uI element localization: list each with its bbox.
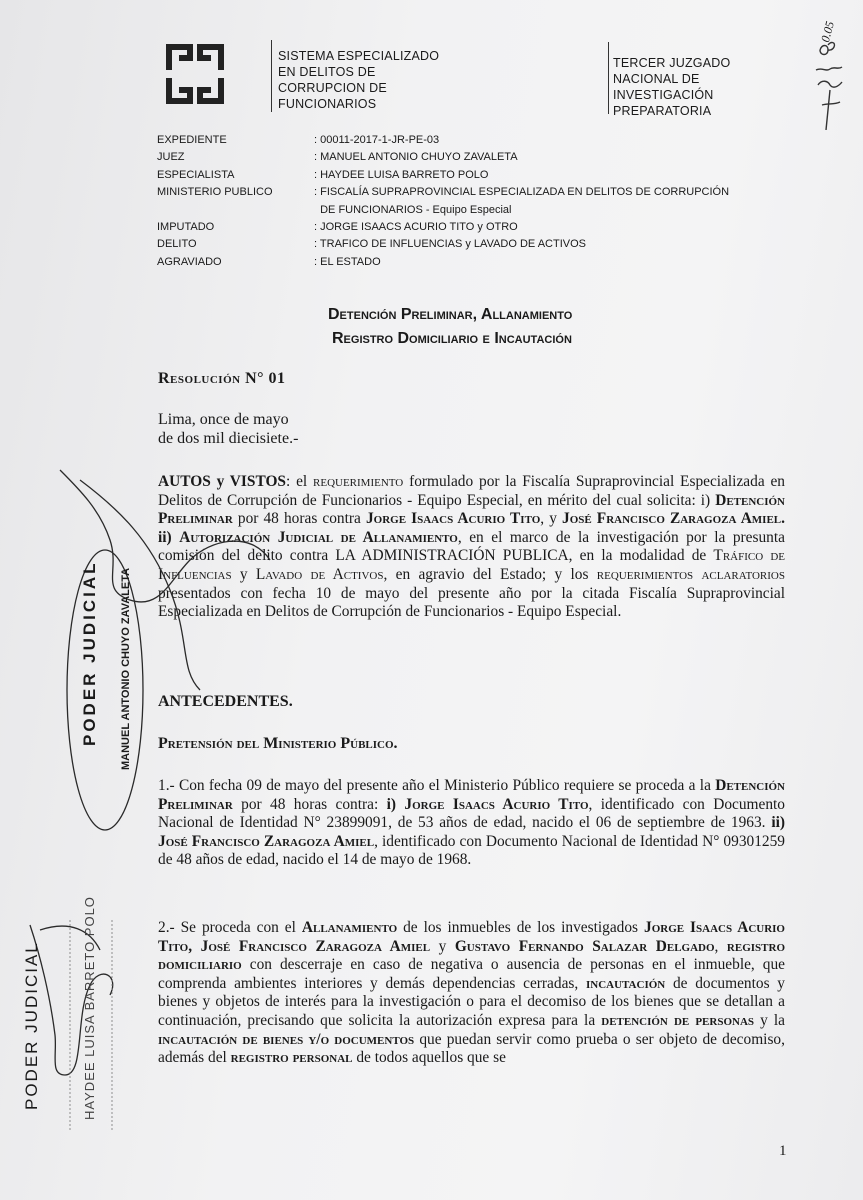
pretension-heading: Pretensión del Ministerio Público. (158, 735, 398, 752)
case-row-especialista: ESPECIALISTA : HAYDEE LUISA BARRETO POLO (157, 168, 489, 181)
header-divider (271, 40, 272, 112)
page-number: 1 (779, 1143, 787, 1159)
case-row-delito: DELITO : TRAFICO DE INFLUENCIAS y LAVADO DE ACTIVOS (157, 238, 586, 251)
handwritten-margin-note (800, 30, 860, 130)
specialist-signature (30, 925, 113, 1075)
header-divider-right (608, 42, 609, 114)
case-info-table (157, 132, 729, 271)
case-row-imputado: IMPUTADO : JORGE ISAACS ACURIO TITO y OTRO (157, 221, 518, 234)
poder-judicial-stamp-2: PODER JUDICIAL (22, 941, 41, 1110)
antecedentes-heading: ANTECEDENTES. (158, 693, 293, 710)
court-name: TERCER JUZGADO NACIONAL DE INVESTIGACIÓN PREPARATORIA (613, 56, 731, 118)
case-row-ministerio-cont: DE FUNCIONARIOS - Equipo Especial (314, 203, 512, 216)
specialist-stamp: HAYDEE LUISA BARRETO POLO (82, 896, 97, 1120)
resolution-number: Resolución N° 01 (158, 370, 286, 387)
case-row-ministerio: MINISTERIO PUBLICO : FISCALÍA SUPRAPROVINCIAL ESPECIALIZADA EN DELITOS DE CORRUPCIÓN (157, 186, 730, 199)
case-row-agraviado: AGRAVIADO : EL ESTADO (157, 255, 381, 268)
case-row-juez: JUEZ : MANUEL ANTONIO CHUYO ZAVALETA (157, 151, 518, 164)
paragraph-1: 1.- Con fecha 09 de mayo del presente año el Ministerio Público requiere se proceda a la Detención Preliminar por 48 horas contra: i) Jorge Isaacs Acurio Tito, identificado con Documento Nacional de Identidad N° 23899091, de 53 años de edad, nacido el 06 de septiembre de 1963. ii) José Francisco Zaragoza Amiel, identificado con Documento Nacional de Identidad N° 09301259 de 48 años de edad, nacido el 14 de mayo de 1968. (158, 777, 786, 869)
case-row-expediente: EXPEDIENTE : 00011-2017-1-JR-PE-03 (157, 134, 440, 146)
paragraph-2: 2.- Se proceda con el Allanamiento de los inmuebles de los investigados Jorge Isaacs Acurio Tito, José Francisco Zaragoza Amiel y Gustavo Fernando Salazar Delgado, registro domiciliario con descerraje en caso de negativa o ausencia de personas en el inmueble, que comprenda ambientes interiores y demás dependencias cerradas, incautación de documentos y bienes y objetos de interés para la investigación o para el decomiso de los bienes que se detallan a continuación, precisando que solicita la autorización expresa para la detención de personas y la incautación de bienes y/o documentos que puedan servir como prueba o ser objeto de decomiso, además del registro personal de todos aquellos que se (158, 919, 786, 1067)
judge-stamp: MANUEL ANTONIO CHUYO ZAVALETA (120, 567, 132, 770)
poder-judicial-stamp: PODER JUDICIAL (80, 560, 99, 746)
date-line: Lima, once de mayo de dos mil diecisiete.- (158, 411, 299, 447)
document-title: Detención Preliminar, Allanamiento Registro Domiciliario e Incautación (328, 306, 573, 347)
institution-name: SISTEMA ESPECIALIZADO EN DELITOS DE CORRUPCION DE FUNCIONARIOS (278, 49, 440, 111)
autos-paragraph: AUTOS y VISTOS: el requerimiento formulado por la Fiscalía Supraprovincial Especializada en Delitos de Corrupción de Funcionarios - Equipo Especial, en mérito del cual solicita: i) Detención Preliminar por 48 horas contra Jorge Isaacs Acurio Tito, y José Francisco Zaragoza Amiel. ii) Autorización Judicial de Allanamiento, en el marco de la investigación por la presunta comisión del delito contra LA ADMINISTRACIÓN PUBLICA, en la modalidad de Tráfico de Influencias y Lavado de Activos, en agravio del Estado; y los requerimientos aclaratorios presentados con fecha 10 de mayo del presente año por la citada Fiscalía Supraprovincial Especializada en Delitos de Corrupción de Funcionarios - Equipo Especial. (158, 473, 786, 621)
judicial-system-logo (166, 44, 224, 104)
margin-note-text: 0.05 (818, 19, 837, 44)
